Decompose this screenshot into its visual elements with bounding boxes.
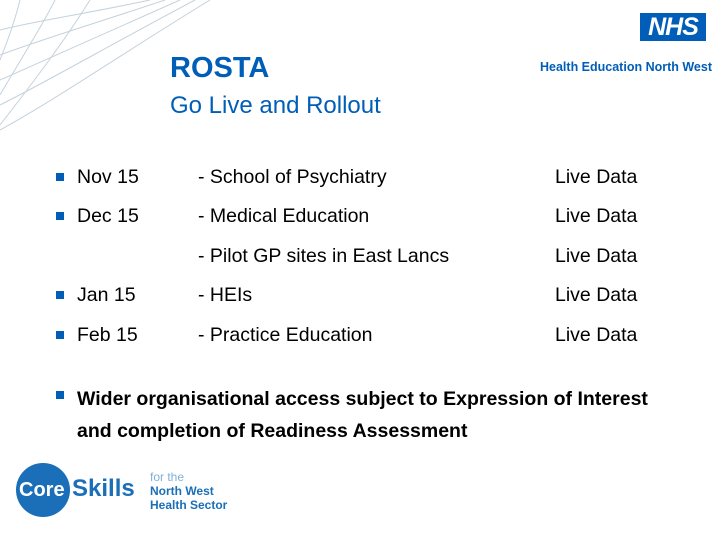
rollout-status: Live Data	[555, 245, 638, 267]
core-skills-logo-text: Skills	[72, 475, 135, 502]
bullet-icon	[56, 391, 64, 399]
tagline-north-west: North West	[150, 484, 214, 498]
schedule-row	[0, 284, 720, 312]
tagline-health-sector: Health Sector	[150, 498, 228, 512]
rollout-description: - Practice Education	[198, 324, 373, 346]
rollout-status: Live Data	[555, 324, 638, 346]
rollout-description: - HEIs	[198, 284, 253, 306]
tagline-for-the: for the	[150, 470, 185, 484]
rollout-status: Live Data	[555, 284, 638, 306]
nhs-logo: NHS	[640, 13, 706, 41]
schedule-row	[0, 166, 720, 194]
rollout-date: Jan 15	[77, 284, 136, 306]
core-skills-logo-circle: Core	[16, 463, 70, 517]
schedule-row	[0, 324, 720, 352]
schedule-row	[0, 245, 720, 273]
bullet-icon	[56, 212, 64, 220]
bullet-icon	[56, 173, 64, 181]
rollout-date: Dec 15	[77, 205, 139, 227]
core-skills-tagline	[150, 470, 270, 512]
page-subtitle: Go Live and Rollout	[170, 92, 381, 119]
schedule-row	[0, 205, 720, 233]
rollout-description: - Medical Education	[198, 205, 370, 227]
rollout-status: Live Data	[555, 166, 638, 188]
page-title: ROSTA	[170, 52, 270, 84]
access-note-text: Wider organisational access subject to Expression of Interest and completion of Readiness Assessment	[77, 388, 648, 442]
bullet-icon	[56, 291, 64, 299]
rollout-date: Nov 15	[77, 166, 139, 188]
rollout-description: - Pilot GP sites in East Lancs	[198, 245, 450, 267]
rollout-status: Live Data	[555, 205, 638, 227]
bullet-icon	[56, 331, 64, 339]
organisation-name: Health Education North West	[540, 60, 713, 74]
rollout-description: - School of Psychiatry	[198, 166, 387, 188]
rollout-date: Feb 15	[77, 324, 138, 346]
